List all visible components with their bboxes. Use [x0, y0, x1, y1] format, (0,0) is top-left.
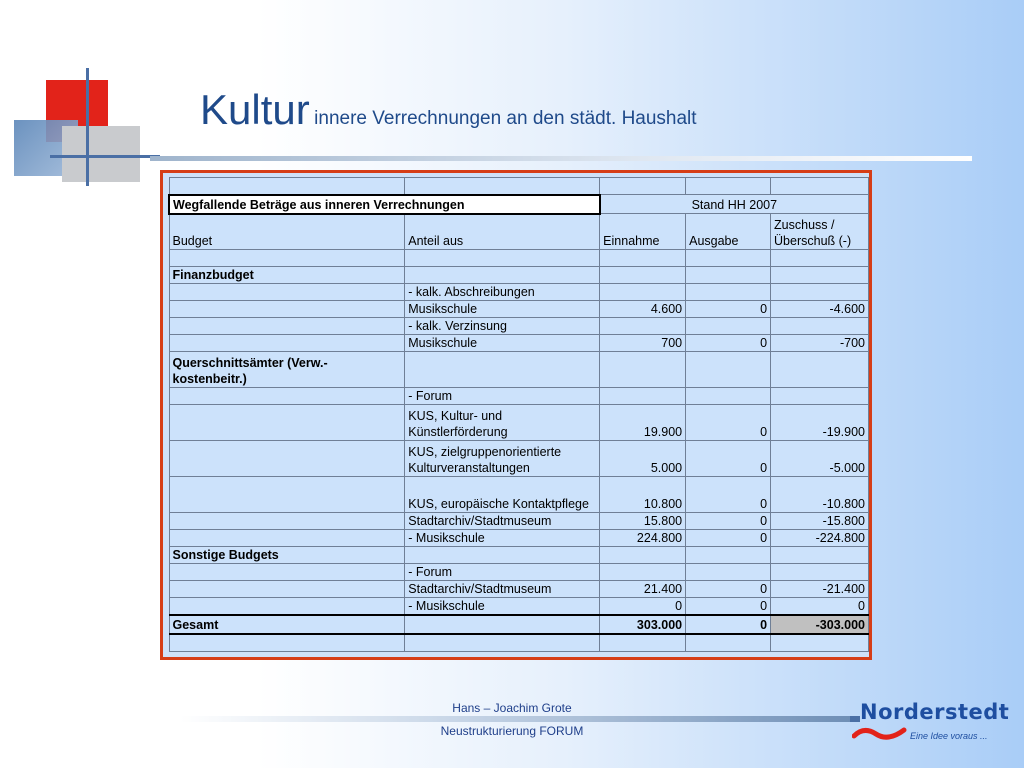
cell-budget [169, 318, 405, 335]
header-ausgabe: Ausgabe [686, 214, 771, 250]
cell-einnahme: 15.800 [600, 513, 686, 530]
total-zuschuss: -303.000 [771, 615, 869, 634]
table-row [169, 301, 869, 318]
title-main: Kultur [200, 86, 310, 133]
cell-einnahme: 10.800 [600, 477, 686, 513]
cell-budget: Finanzbudget [169, 267, 405, 284]
cell-einnahme: 700 [600, 335, 686, 352]
cell-budget [169, 388, 405, 405]
header-zuschuss-line1: Zuschuss / [774, 218, 835, 232]
table-row [169, 388, 869, 405]
cell-budget [169, 441, 405, 477]
cell-budget [169, 335, 405, 352]
slide-title [200, 86, 697, 134]
cell-zuschuss: 0 [771, 598, 869, 616]
cell-einnahme [600, 318, 686, 335]
table-row [169, 598, 869, 616]
cell-ausgabe: 0 [686, 581, 771, 598]
cell-zuschuss: -21.400 [771, 581, 869, 598]
table-row-empty [169, 178, 869, 195]
cell-budget [169, 301, 405, 318]
cell-budget: Querschnittsämter (Verw.-kostenbeitr.) [169, 352, 405, 388]
table-row [169, 405, 869, 441]
cell-anteil [405, 267, 600, 284]
cell-zuschuss: -19.900 [771, 405, 869, 441]
cell-anteil: - Musikschule [405, 598, 600, 616]
stand-label: Stand HH 2007 [600, 195, 869, 214]
cell-anteil [405, 352, 600, 388]
cell-zuschuss: -224.800 [771, 530, 869, 547]
table-row [169, 513, 869, 530]
cell-anteil: - Forum [405, 388, 600, 405]
cell-ausgabe [686, 318, 771, 335]
cell-ausgabe [686, 547, 771, 564]
table-row-total [169, 615, 869, 634]
table-row-empty [169, 250, 869, 267]
header-einnahme: Einnahme [600, 214, 686, 250]
cell-zuschuss [771, 318, 869, 335]
cell-anteil: - Forum [405, 564, 600, 581]
decor-vertical-line [86, 68, 89, 186]
table-row [169, 267, 869, 284]
table-row [169, 547, 869, 564]
cell-budget [169, 513, 405, 530]
cell-ausgabe: 0 [686, 477, 771, 513]
header-anteil: Anteil aus [405, 214, 600, 250]
cell-zuschuss [771, 564, 869, 581]
cell-einnahme [600, 267, 686, 284]
cell-anteil: KUS, zielgruppenorientierte Kulturveranstaltungen [405, 441, 600, 477]
cell-ausgabe: 0 [686, 598, 771, 616]
cell-ausgabe: 0 [686, 530, 771, 547]
cell-zuschuss [771, 388, 869, 405]
cell-ausgabe: 0 [686, 301, 771, 318]
cell-ausgabe: 0 [686, 513, 771, 530]
title-rule [150, 156, 972, 161]
logo-swoosh-icon [852, 724, 912, 744]
cell-zuschuss [771, 284, 869, 301]
table-row [169, 564, 869, 581]
cell-budget [169, 530, 405, 547]
cell-einnahme: 21.400 [600, 581, 686, 598]
cell-einnahme: 224.800 [600, 530, 686, 547]
section-title: Wegfallende Beträge aus inneren Verrechnungen [169, 195, 600, 214]
table-row-empty [169, 634, 869, 651]
cell-ausgabe: 0 [686, 335, 771, 352]
cell-anteil: - kalk. Abschreibungen [405, 284, 600, 301]
cell-anteil: Musikschule [405, 335, 600, 352]
cell-budget [169, 581, 405, 598]
cell-einnahme: 0 [600, 598, 686, 616]
cell-budget: Sonstige Budgets [169, 547, 405, 564]
table-row [169, 284, 869, 301]
decor-grey-square [62, 126, 140, 182]
footer-rule [180, 716, 850, 722]
cell-einnahme: 4.600 [600, 301, 686, 318]
cell-einnahme [600, 564, 686, 581]
cell-ausgabe: 0 [686, 405, 771, 441]
header-zuschuss-line2: Überschuß (-) [774, 234, 852, 248]
decor-horizontal-line [50, 155, 160, 158]
cell-einnahme: 5.000 [600, 441, 686, 477]
cell-zuschuss [771, 352, 869, 388]
header-budget: Budget [169, 214, 405, 250]
total-budget: Gesamt [169, 615, 405, 634]
cell-anteil: - kalk. Verzinsung [405, 318, 600, 335]
cell-ausgabe [686, 267, 771, 284]
footer-project: Neustrukturierung FORUM [440, 724, 584, 738]
cell-einnahme [600, 352, 686, 388]
cell-anteil: Stadtarchiv/Stadtmuseum [405, 513, 600, 530]
table-row [169, 352, 869, 388]
cell-ausgabe [686, 388, 771, 405]
logo-tagline: Eine Idee voraus ... [910, 731, 988, 741]
table-row [169, 335, 869, 352]
cell-budget [169, 284, 405, 301]
budget-table [168, 177, 869, 652]
cell-ausgabe: 0 [686, 441, 771, 477]
cell-budget [169, 405, 405, 441]
cell-ausgabe [686, 564, 771, 581]
cell-einnahme [600, 284, 686, 301]
title-sub: innere Verrechnungen an den städt. Haushalt [314, 108, 697, 129]
table-row [169, 530, 869, 547]
cell-einnahme [600, 547, 686, 564]
cell-zuschuss [771, 267, 869, 284]
cell-anteil: Musikschule [405, 301, 600, 318]
cell-budget [169, 564, 405, 581]
cell-einnahme: 19.900 [600, 405, 686, 441]
cell-anteil: Stadtarchiv/Stadtmuseum [405, 581, 600, 598]
table-row-section-title [169, 195, 869, 214]
header-zuschuss [771, 214, 869, 250]
table-frame [160, 170, 872, 660]
cell-zuschuss: -5.000 [771, 441, 869, 477]
table-row [169, 477, 869, 513]
norderstedt-logo [852, 700, 1010, 745]
cell-anteil: KUS, Kultur- und Künstlerförderung [405, 405, 600, 441]
cell-anteil: KUS, europäische Kontaktpflege [405, 477, 600, 513]
cell-anteil [405, 547, 600, 564]
total-empty [405, 615, 600, 634]
cell-ausgabe [686, 352, 771, 388]
cell-zuschuss: -15.800 [771, 513, 869, 530]
total-ausgabe: 0 [686, 615, 771, 634]
cell-zuschuss: -700 [771, 335, 869, 352]
table-row [169, 441, 869, 477]
table-row [169, 318, 869, 335]
total-einnahme: 303.000 [600, 615, 686, 634]
cell-einnahme [600, 388, 686, 405]
cell-budget [169, 598, 405, 616]
cell-zuschuss: -10.800 [771, 477, 869, 513]
cell-zuschuss [771, 547, 869, 564]
cell-ausgabe [686, 284, 771, 301]
table-row [169, 581, 869, 598]
footer-author: Hans – Joachim Grote [452, 701, 572, 715]
logo-wordmark: Norderstedt [860, 700, 1010, 724]
cell-zuschuss: -4.600 [771, 301, 869, 318]
table-header-row [169, 214, 869, 250]
cell-budget [169, 477, 405, 513]
cell-anteil: - Musikschule [405, 530, 600, 547]
